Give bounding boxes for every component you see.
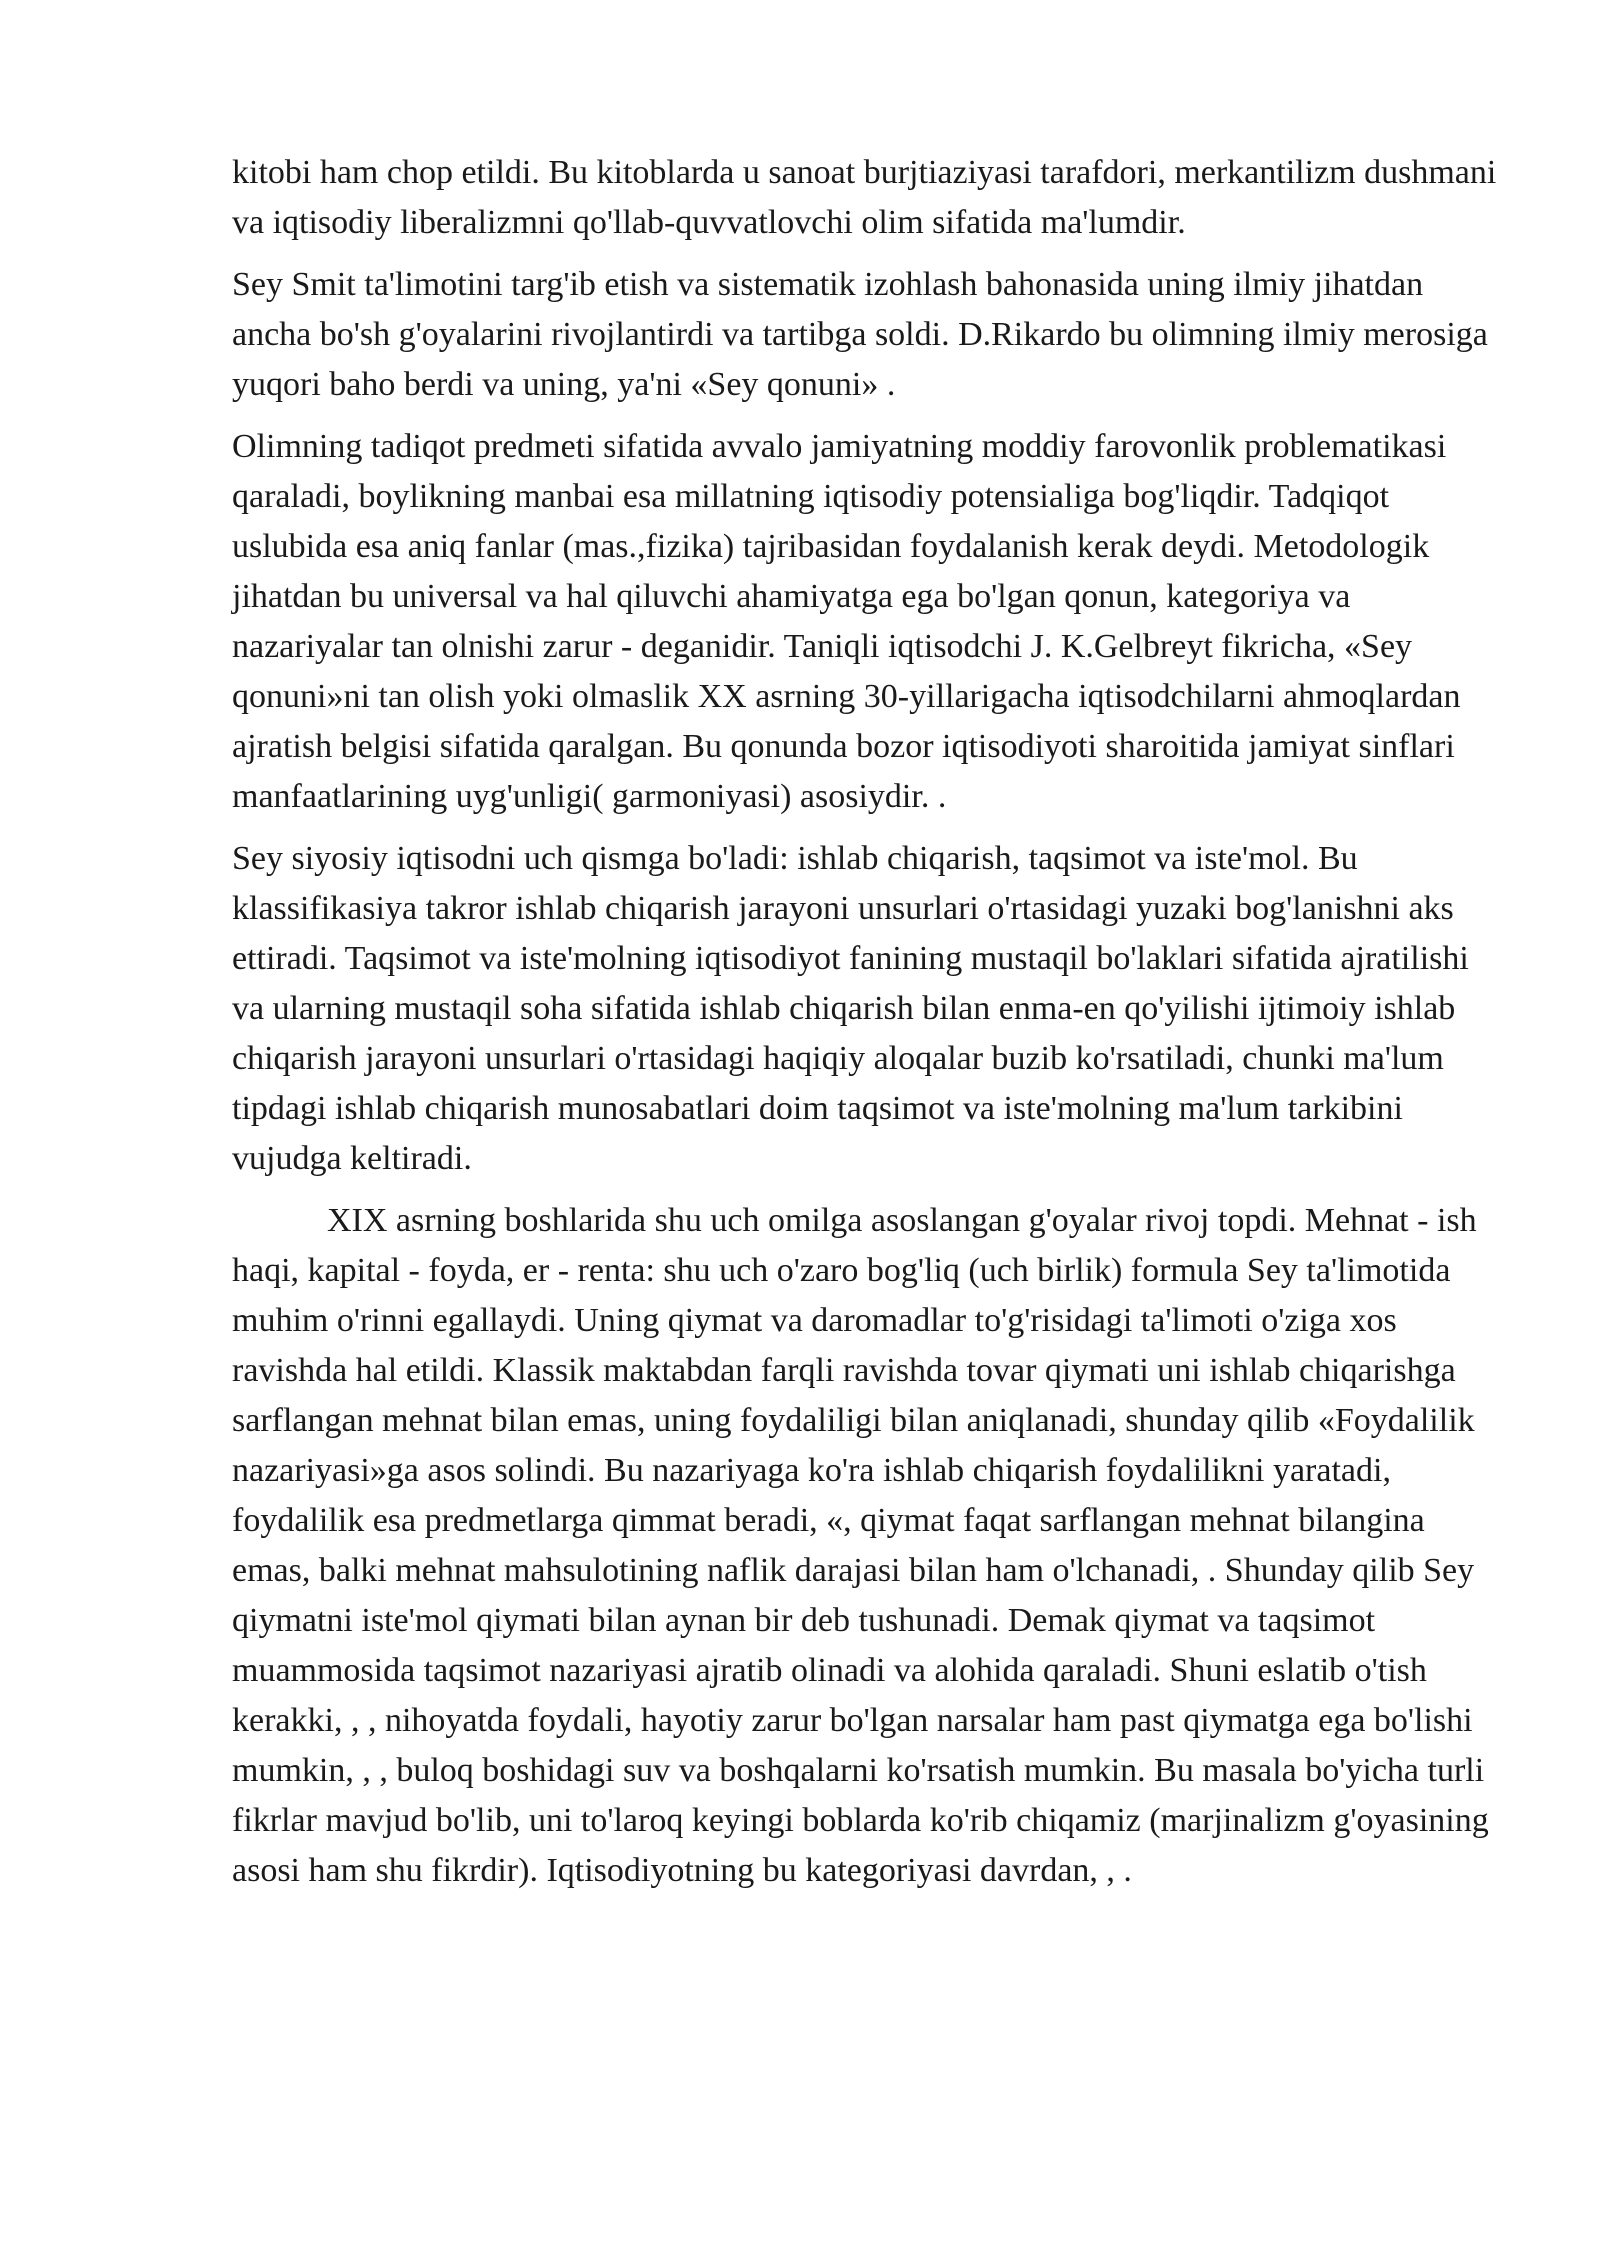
paragraph-1: kitobi ham chop etildi. Bu kitoblarda u sanoat burjtiaziyasi tarafdori, merkantilizm dushmani va iqtisodiy liberalizmni qo'llab-quvvatlovchi olim sifatida ma'lumdir. — [232, 154, 1505, 241]
paragraph-5: XIX asrning boshlarida shu uch omilga asoslangan g'oyalar rivoj topdi. Mehnat - ish haqi, kapital - foyda, er - renta: shu uch o'zaro bog'liq (uch birlik) formula Sey ta'limotida muhim o'rinni egallaydi. Uning qiymat va daromadlar to'g'risidagi ta'limoti o'ziga xos ravishda hal etildi. Klassik maktabdan farqli ravishda tovar qiymati uni ishlab chiqarishga sarflangan mehnat bilan emas, uning foydaliligi bilan aniqlanadi, shunday qilib «Foydalilik nazariyasi»ga asos solindi. Bu nazariyaga ko'ra ishlab chiqarish foydalilikni yaratadi, foydalilik esa predmetlarga qimmat beradi, «, qiymat faqat sarflangan mehnat bilangina emas, balki mehnat mahsulotining naflik darajasi bilan ham o'lchanadi, . Shunday qilib Sey qiymatni iste'mol qiymati bilan aynan bir deb tushunadi. Demak qiymat va taqsimot muammosida taqsimot nazariyasi ajratib olinadi va alohida qaraladi. Shuni eslatib o'tish kerakki, , , nihoyatda foydali, hayotiy zarur bo'lgan narsalar ham past qiymatga ega bo'lishi mumkin, , , buloq boshidagi suv va boshqalarni ko'rsatish mumkin. Bu masala bo'yicha turli fikrlar mavjud bo'lib, uni to'laroq keyingi boblarda ko'rib chiqamiz (marjinalizm g'oyasining asosi ham shu fikrdir). Iqtisodiyotning bu kategoriyasi davrdan, , . — [232, 1202, 1498, 1889]
paragraph-3: Olimning tadiqot predmeti sifatida avvalo jamiyatning moddiy farovonlik problematikasi qaraladi, boylikning manbai esa millatning iqtisodiy potensialiga bog'liqdir. Tadqiqot uslubida esa aniq fanlar (mas.,fizika) tajribasidan foydalanish kerak deydi. Metodologik jihatdan bu universal va hal qiluvchi ahamiyatga ega bo'lgan qonun, kategoriya va nazariyalar tan olnishi zarur - deganidir. Taniqli iqtisodchi J. K.Gelbreyt fikricha, «Sey qonuni»ni tan olish yoki olmaslik XX asrning 30-yillarigacha iqtisodchilarni ahmoqlardan ajratish belgisi sifatida qaralgan. Bu qonunda bozor iqtisodiyoti sharoitida jamiyat sinflari manfaatlarining uyg'unligi( garmoniyasi) asosiydir. . — [232, 428, 1469, 815]
paragraph-2: Sey Smit ta'limotini targ'ib etish va sistematik izohlash bahonasida uning ilmiy jihatdan ancha bo'sh g'oyalarini rivojlantirdi va tartibga soldi. D.Rikardo bu olimning ilmiy merosiga yuqori baho berdi va uning, ya'ni «Sey qonuni» . — [232, 266, 1497, 403]
paragraph-4: Sey siyosiy iqtisodni uch qismga bo'ladi: ishlab chiqarish, taqsimot va iste'mol. Bu klassifikasiya takror ishlab chiqarish jarayoni unsurlari o'rtasidagi yuzaki bog'lanishni aks ettiradi. Taqsimot va iste'molning iqtisodiyot fanining mustaqil bo'laklari sifatida ajratilishi va ularning mustaqil soha sifatida ishlab chiqarish bilan enma-en qo'yilishi ijtimoiy ishlab chiqarish jarayoni unsurlari o'rtasidagi haqiqiy aloqalar buzib ko'rsatiladi, chunki ma'lum tipdagi ishlab chiqarish munosabatlari doim taqsimot va iste'molning ma'lum tarkibini vujudga keltiradi. — [232, 840, 1478, 1177]
document-body — [232, 148, 1505, 1908]
